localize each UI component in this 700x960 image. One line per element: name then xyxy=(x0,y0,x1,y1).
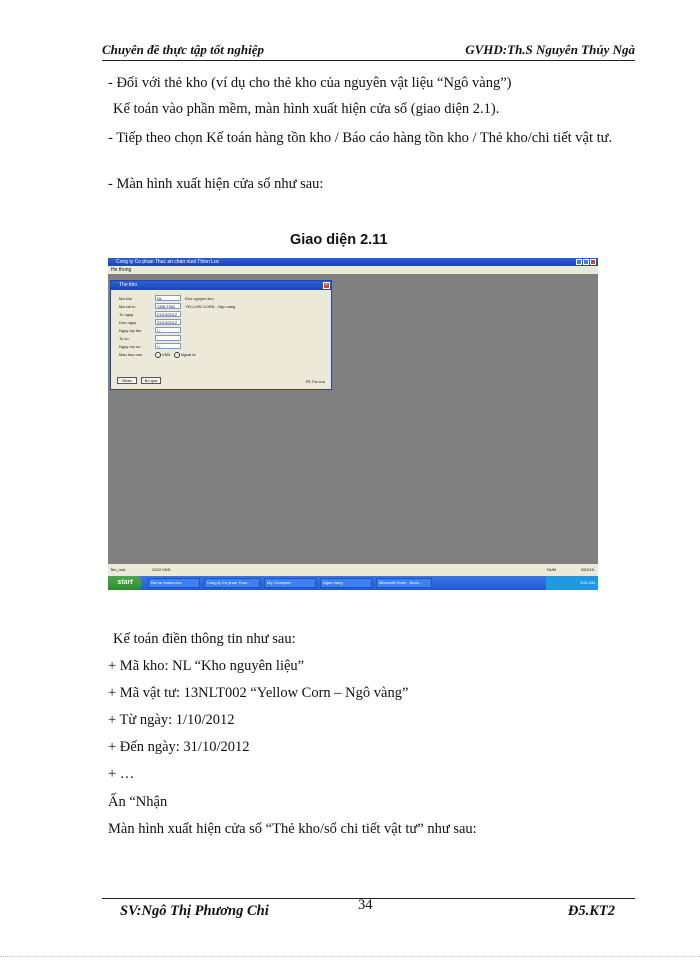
dialog-titlebar xyxy=(111,281,331,290)
paragraph-8: + Từ ngày: 1/10/2012 xyxy=(108,712,235,728)
paragraph-9: + Đến ngày: 31/10/2012 xyxy=(108,739,250,755)
paragraph-7: + Mã vật tư: 13NLT002 “Yellow Corn – Ngô vàng” xyxy=(108,685,409,701)
system-tray xyxy=(546,576,598,590)
paragraph-10: + … xyxy=(108,766,135,782)
page-number: 34 xyxy=(358,897,373,913)
minimize-icon[interactable] xyxy=(576,259,582,265)
status-time: 3/02/19 xyxy=(580,567,594,572)
radio-vnd-label: VND xyxy=(162,352,171,358)
page-edge-divider xyxy=(0,956,700,957)
paragraph-4: - Màn hình xuất hiện cửa sổ như sau: xyxy=(108,176,324,192)
tray-clock: 9:02 AM xyxy=(580,580,595,585)
paragraph-5: Kế toán điền thông tin như sau: xyxy=(113,631,296,647)
status-num: NUM xyxy=(546,567,556,572)
page-footer xyxy=(102,897,635,919)
maximize-icon[interactable] xyxy=(583,259,589,265)
warehouse-code-input[interactable]: NL xyxy=(155,295,181,301)
dialog-title: The kho xyxy=(119,282,138,288)
stock-card-dialog xyxy=(110,280,332,390)
close-icon[interactable] xyxy=(590,259,596,265)
lookup-hint: F5-Tra cuu xyxy=(305,379,325,384)
form-row xyxy=(119,351,319,359)
field-label: Ngay lap the xyxy=(119,328,142,333)
taskbar-item[interactable]: Bai ke hoach.doc xyxy=(148,578,200,588)
taskbar-item[interactable]: Ngan hang xyxy=(320,578,372,588)
menu-item-system[interactable]: He thong xyxy=(111,267,132,273)
statusbar xyxy=(108,564,598,576)
start-button[interactable]: start xyxy=(108,576,142,590)
taskbar-item[interactable]: Microsoft Excel - Book... xyxy=(376,578,432,588)
form-row xyxy=(119,295,319,303)
ok-button[interactable]: Nhan xyxy=(117,377,137,384)
dialog-close-icon[interactable]: × xyxy=(323,282,330,289)
to-date-input[interactable]: 31/10/2012 xyxy=(155,319,181,325)
open-date-input[interactable]: / / xyxy=(155,343,181,349)
form-row xyxy=(119,343,319,351)
menubar xyxy=(108,266,598,274)
taskbar xyxy=(108,576,598,590)
form-row xyxy=(119,335,319,343)
card-date-input[interactable]: / / xyxy=(155,327,181,333)
form-row xyxy=(119,303,319,311)
paragraph-12: Màn hình xuất hiện cửa sổ “Thẻ kho/sổ chi tiết vật tư” như sau: xyxy=(108,821,477,837)
field-label: Mau bao cao xyxy=(119,352,143,357)
footer-class: Đ5.KT2 xyxy=(567,903,615,919)
paragraph-6: + Mã kho: NL “Kho nguyên liệu” xyxy=(108,658,305,674)
radio-foreign[interactable] xyxy=(174,352,180,358)
from-date-input[interactable]: 01/10/2012 xyxy=(155,311,181,317)
field-label: Den ngay xyxy=(119,320,137,325)
form-row xyxy=(119,319,319,327)
field-label: To so xyxy=(119,336,129,341)
paragraph-3: - Tiếp theo chọn Kế toán hàng tồn kho / Báo cáo hàng tồn kho / Thẻ kho/chi tiết vật tư. xyxy=(108,130,613,146)
taskbar-item[interactable]: Cong ty Co phan Thuc... xyxy=(204,578,260,588)
field-label: Ngay mo so xyxy=(119,344,141,349)
header-right: GVHD:Th.S Nguyễn Thúy Ngà xyxy=(465,42,635,57)
embedded-screenshot xyxy=(108,258,598,590)
window-title: Cong ty Co phan Thuc an chan nuoi Thien Loc xyxy=(116,259,220,265)
field-desc: Kho nguyen lieu xyxy=(185,296,214,301)
field-label: Ma kho xyxy=(119,296,133,301)
item-code-input[interactable]: 13NLT002 xyxy=(155,303,181,309)
sheet-number-input[interactable] xyxy=(155,335,181,341)
paragraph-2: Kế toán vào phần mềm, màn hình xuất hiện cửa sổ (giao diện 2.1). xyxy=(113,101,500,117)
currency-radio-group xyxy=(155,352,196,358)
radio-vnd[interactable] xyxy=(155,352,161,358)
header-left: Chuyên đề thực tập tốt nghiệp xyxy=(102,42,264,57)
taskbar-item[interactable]: My Computer xyxy=(264,578,316,588)
footer-author: SV:Ngô Thị Phương Chi xyxy=(120,903,269,919)
cancel-button[interactable]: Bo qua xyxy=(141,377,161,384)
paragraph-1: - Đối với thẻ kho (ví dụ cho thẻ kho của nguyên vật liệu “Ngô vàng”) xyxy=(108,75,512,91)
radio-foreign-label: Ngoai te xyxy=(180,352,196,358)
form-row xyxy=(119,311,319,319)
status-user: Ten_nsd xyxy=(110,567,126,572)
field-desc: YELLOW CORN - Ngo vang xyxy=(185,304,236,309)
dialog-form xyxy=(119,295,319,359)
paragraph-11: Ấn “Nhận xyxy=(108,794,168,810)
form-row xyxy=(119,327,319,335)
field-label: Tu ngay xyxy=(119,312,134,317)
field-label: Ma vat tu xyxy=(119,304,136,309)
window-titlebar xyxy=(108,258,598,266)
status-currency: 2010 VND xyxy=(152,567,171,572)
figure-caption: Giao diện 2.11 xyxy=(290,232,388,248)
page-header xyxy=(102,42,635,61)
